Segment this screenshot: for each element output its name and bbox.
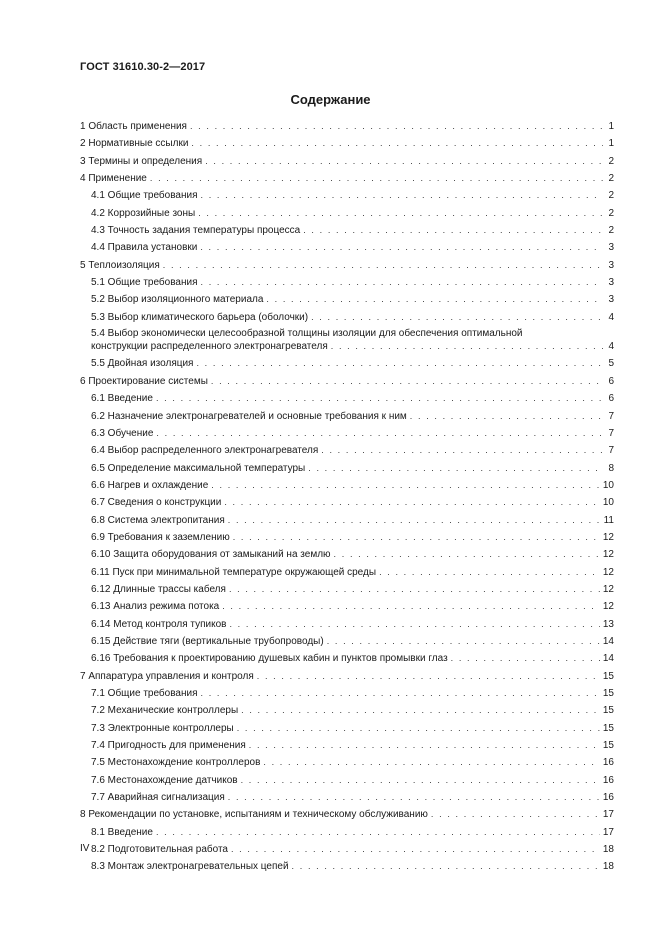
- dot-leader: [249, 739, 600, 751]
- toc-entry[interactable]: [80, 120, 614, 133]
- toc-entry-page: 2: [608, 207, 614, 219]
- dot-leader: [196, 357, 603, 369]
- toc-entry-page: 6: [608, 393, 614, 405]
- toc-entry-page: 12: [602, 583, 614, 595]
- dot-leader: [257, 670, 600, 682]
- toc-entry-title: 6.1 Введение: [91, 393, 153, 405]
- dot-leader: [303, 224, 603, 236]
- toc-entry-page: 12: [602, 549, 614, 561]
- toc-entry-title: 5.2 Выбор изоляционного материала: [91, 294, 264, 306]
- toc-entry-title: 7.3 Электронные контроллеры: [91, 722, 234, 734]
- dot-leader: [327, 635, 600, 647]
- toc-entry[interactable]: [80, 427, 614, 440]
- toc-entry-page: 15: [602, 740, 614, 752]
- toc-entry-page: 15: [602, 722, 614, 734]
- page-number: IV: [80, 843, 90, 854]
- toc-entry-page: 8: [608, 462, 614, 474]
- toc-entry-title: 4.2 Коррозийные зоны: [91, 207, 196, 219]
- toc-entry[interactable]: [80, 739, 614, 752]
- toc-title: Содержание: [290, 92, 371, 107]
- toc-entry-page: 2: [608, 225, 614, 237]
- toc-entry-title: 6.3 Обучение: [91, 427, 154, 439]
- toc-entry-title: 5.5 Двойная изоляция: [91, 358, 194, 370]
- toc-entry-title: 8.1 Введение: [91, 826, 153, 838]
- toc-entry-title: 6.5 Определение максимальной температуры: [91, 462, 306, 474]
- toc-entry[interactable]: [80, 410, 614, 423]
- toc-entry-page: 2: [608, 155, 614, 167]
- dot-leader: [201, 189, 603, 201]
- dot-leader: [156, 392, 603, 404]
- toc-entry-page: 4: [608, 341, 614, 353]
- table-of-contents: [80, 120, 614, 878]
- toc-entry-page: 11: [603, 514, 614, 526]
- toc-entry-page: 18: [602, 861, 614, 873]
- toc-entry-page: 12: [602, 531, 614, 543]
- toc-entry[interactable]: [80, 224, 614, 237]
- toc-entry[interactable]: [80, 444, 614, 457]
- toc-entry[interactable]: [80, 687, 614, 700]
- toc-entry-page: 6: [608, 375, 614, 387]
- toc-entry[interactable]: [80, 259, 614, 272]
- toc-entry-title: 5.3 Выбор климатического барьера (оболочки): [91, 311, 309, 323]
- toc-entry-title: 6.2 Назначение электронагревателей и основные требования к ним: [91, 410, 407, 422]
- toc-entry[interactable]: [80, 826, 614, 839]
- toc-entry-title: 6.10 Защита оборудования от замыканий на землю: [91, 549, 331, 561]
- toc-entry-title: 7 Аппаратура управления и контроля: [80, 670, 254, 682]
- toc-entry[interactable]: [80, 652, 614, 665]
- toc-entry[interactable]: [80, 462, 614, 475]
- dot-leader: [224, 496, 600, 508]
- dot-leader: [451, 652, 600, 664]
- toc-entry-title: 5.1 Общие требования: [91, 277, 198, 289]
- toc-entry[interactable]: [80, 137, 614, 150]
- toc-entry-title: конструкции распределенного электронагревателя: [91, 341, 328, 353]
- document-code: ГОСТ 31610.30-2—2017: [80, 61, 206, 73]
- dot-leader: [233, 531, 600, 543]
- toc-entry[interactable]: [80, 791, 614, 804]
- toc-entry-title: 6.8 Система электропитания: [91, 514, 225, 526]
- dot-leader: [201, 687, 600, 699]
- toc-entry[interactable]: [80, 189, 614, 202]
- toc-entry-title: 6.6 Нагрев и охлаждение: [91, 479, 209, 491]
- toc-entry-title: 7.5 Местонахождение контроллеров: [91, 757, 261, 769]
- toc-entry[interactable]: [80, 496, 614, 509]
- toc-entry[interactable]: [80, 293, 614, 306]
- toc-entry[interactable]: [80, 479, 614, 492]
- toc-entry-page: 7: [608, 410, 614, 422]
- toc-entry[interactable]: [80, 670, 614, 683]
- toc-entry-page: 1: [608, 138, 614, 150]
- toc-entry[interactable]: [80, 172, 614, 185]
- toc-entry-page: 2: [608, 190, 614, 202]
- toc-entry[interactable]: [80, 375, 614, 388]
- toc-entry-title: 6.11 Пуск при минимальной температуре окружающей среды: [91, 566, 377, 578]
- toc-entry[interactable]: [80, 207, 614, 220]
- toc-entry-page: 7: [608, 427, 614, 439]
- dot-leader: [222, 600, 600, 612]
- toc-entry-title: 6.4 Выбор распределенного электронагревателя: [91, 445, 319, 457]
- toc-entry-page: 3: [608, 294, 614, 306]
- toc-entry[interactable]: [80, 704, 614, 717]
- toc-entry[interactable]: [80, 843, 614, 856]
- toc-entry-page: 4: [608, 311, 614, 323]
- toc-entry-page: 15: [602, 670, 614, 682]
- toc-entry[interactable]: [80, 155, 614, 168]
- toc-entry[interactable]: [80, 600, 614, 613]
- dot-leader: [237, 722, 600, 734]
- toc-entry-title: 5 Теплоизоляция: [80, 259, 160, 271]
- toc-entry-title: 7.4 Пригодность для применения: [91, 740, 246, 752]
- dot-leader: [205, 155, 603, 167]
- toc-entry[interactable]: [80, 357, 614, 370]
- toc-entry-page: 15: [602, 705, 614, 717]
- toc-entry-title: 2 Нормативные ссылки: [80, 138, 189, 150]
- toc-entry-title: 5.4 Выбор экономически целесообразной толщины изоляции для обеспечения оптимальной: [91, 328, 523, 340]
- toc-entry-page: 1: [608, 121, 614, 132]
- toc-entry-title: 6.15 Действие тяги (вертикальные трубопроводы): [91, 635, 324, 647]
- dot-leader: [334, 548, 600, 560]
- toc-entry-title: 6.12 Длинные трассы кабеля: [91, 583, 226, 595]
- dot-leader: [211, 375, 603, 387]
- toc-entry-title: 6.7 Сведения о конструкции: [91, 497, 222, 509]
- toc-entry-title: 6.14 Метод контроля тупиков: [91, 618, 227, 630]
- toc-entry-page: 17: [602, 826, 614, 838]
- toc-entry[interactable]: [80, 808, 614, 821]
- toc-entry-title: 4.4 Правила установки: [91, 242, 198, 254]
- toc-entry[interactable]: [80, 392, 614, 405]
- dot-leader: [229, 618, 599, 630]
- dot-leader: [241, 774, 600, 786]
- dot-leader: [229, 583, 600, 595]
- toc-entry-title: 8 Рекомендации по установке, испытаниям и техническому обслуживанию: [80, 809, 428, 821]
- dot-leader: [311, 311, 603, 323]
- toc-entry-title: 7.7 Аварийная сигнализация: [91, 792, 225, 804]
- toc-entry-page: 14: [602, 653, 614, 665]
- toc-entry-page: 12: [602, 601, 614, 613]
- toc-entry-title: 1 Область применения: [80, 121, 187, 132]
- dot-leader: [228, 791, 600, 803]
- toc-entry-page: 12: [602, 566, 614, 578]
- toc-entry-title: 8.2 Подготовительная работа: [91, 844, 228, 856]
- toc-entry[interactable]: [80, 241, 614, 254]
- dot-leader: [150, 172, 603, 184]
- toc-entry[interactable]: [80, 756, 614, 769]
- dot-leader: [379, 566, 600, 578]
- toc-entry-page: 2: [608, 173, 614, 185]
- toc-entry-title: 7.2 Механические контроллеры: [91, 705, 239, 717]
- dot-leader: [331, 340, 603, 352]
- dot-leader: [231, 843, 600, 855]
- toc-entry[interactable]: [80, 276, 614, 289]
- toc-entry-page: 18: [602, 844, 614, 856]
- dot-leader: [163, 259, 603, 271]
- toc-entry[interactable]: [80, 548, 614, 561]
- toc-entry-page: 7: [608, 445, 614, 457]
- toc-entry-page: 3: [608, 259, 614, 271]
- dot-leader: [266, 293, 603, 305]
- dot-leader: [191, 137, 603, 149]
- dot-leader: [156, 427, 603, 439]
- toc-entry[interactable]: [80, 635, 614, 648]
- toc-entry-title: 6 Проектирование системы: [80, 375, 208, 387]
- dot-leader: [228, 514, 601, 526]
- toc-entry-title: 3 Термины и определения: [80, 155, 203, 167]
- toc-entry-page: 10: [602, 479, 614, 491]
- dot-leader: [292, 860, 600, 872]
- toc-entry[interactable]: [80, 328, 614, 353]
- toc-entry-page: 16: [602, 774, 614, 786]
- toc-entry-page: 3: [608, 277, 614, 289]
- dot-leader: [431, 808, 600, 820]
- toc-entry-title: 4.1 Общие требования: [91, 190, 198, 202]
- dot-leader: [211, 479, 600, 491]
- dot-leader: [321, 444, 603, 456]
- toc-entry-title: 7.6 Местонахождение датчиков: [91, 774, 238, 786]
- toc-entry-title: 6.9 Требования к заземлению: [91, 531, 230, 543]
- toc-entry[interactable]: [80, 531, 614, 544]
- toc-entry-title: 6.13 Анализ режима потока: [91, 601, 220, 613]
- toc-entry[interactable]: [80, 618, 614, 631]
- toc-entry-title: 7.1 Общие требования: [91, 688, 198, 699]
- dot-leader: [308, 462, 603, 474]
- toc-entry[interactable]: [80, 311, 614, 324]
- toc-entry-title: 8.3 Монтаж электронагревательных цепей: [91, 861, 289, 873]
- toc-entry-page: 16: [602, 792, 614, 804]
- toc-entry-page: 13: [602, 618, 614, 630]
- toc-entry-page: 14: [602, 635, 614, 647]
- dot-leader: [241, 704, 600, 716]
- toc-entry[interactable]: [80, 566, 614, 579]
- dot-leader: [198, 207, 603, 219]
- toc-entry[interactable]: [80, 722, 614, 735]
- toc-entry-title: 6.16 Требования к проектированию душевых кабин и пунктов промывки глаз: [91, 653, 448, 665]
- toc-entry-page: 16: [602, 757, 614, 769]
- toc-entry[interactable]: [80, 774, 614, 787]
- dot-leader: [190, 120, 603, 132]
- toc-entry-page: 15: [602, 688, 614, 699]
- toc-entry[interactable]: [80, 860, 614, 873]
- dot-leader: [263, 756, 599, 768]
- dot-leader: [201, 276, 603, 288]
- toc-entry-title: 4 Применение: [80, 173, 147, 185]
- toc-entry[interactable]: [80, 583, 614, 596]
- dot-leader: [200, 241, 603, 253]
- toc-entry-page: 3: [608, 242, 614, 254]
- toc-entry[interactable]: [80, 514, 614, 527]
- toc-entry-title: 4.3 Точность задания температуры процесса: [91, 225, 301, 237]
- toc-entry-page: 10: [602, 497, 614, 509]
- toc-entry-page: 5: [608, 358, 614, 370]
- dot-leader: [156, 826, 600, 838]
- dot-leader: [410, 410, 603, 422]
- toc-entry-page: 17: [602, 809, 614, 821]
